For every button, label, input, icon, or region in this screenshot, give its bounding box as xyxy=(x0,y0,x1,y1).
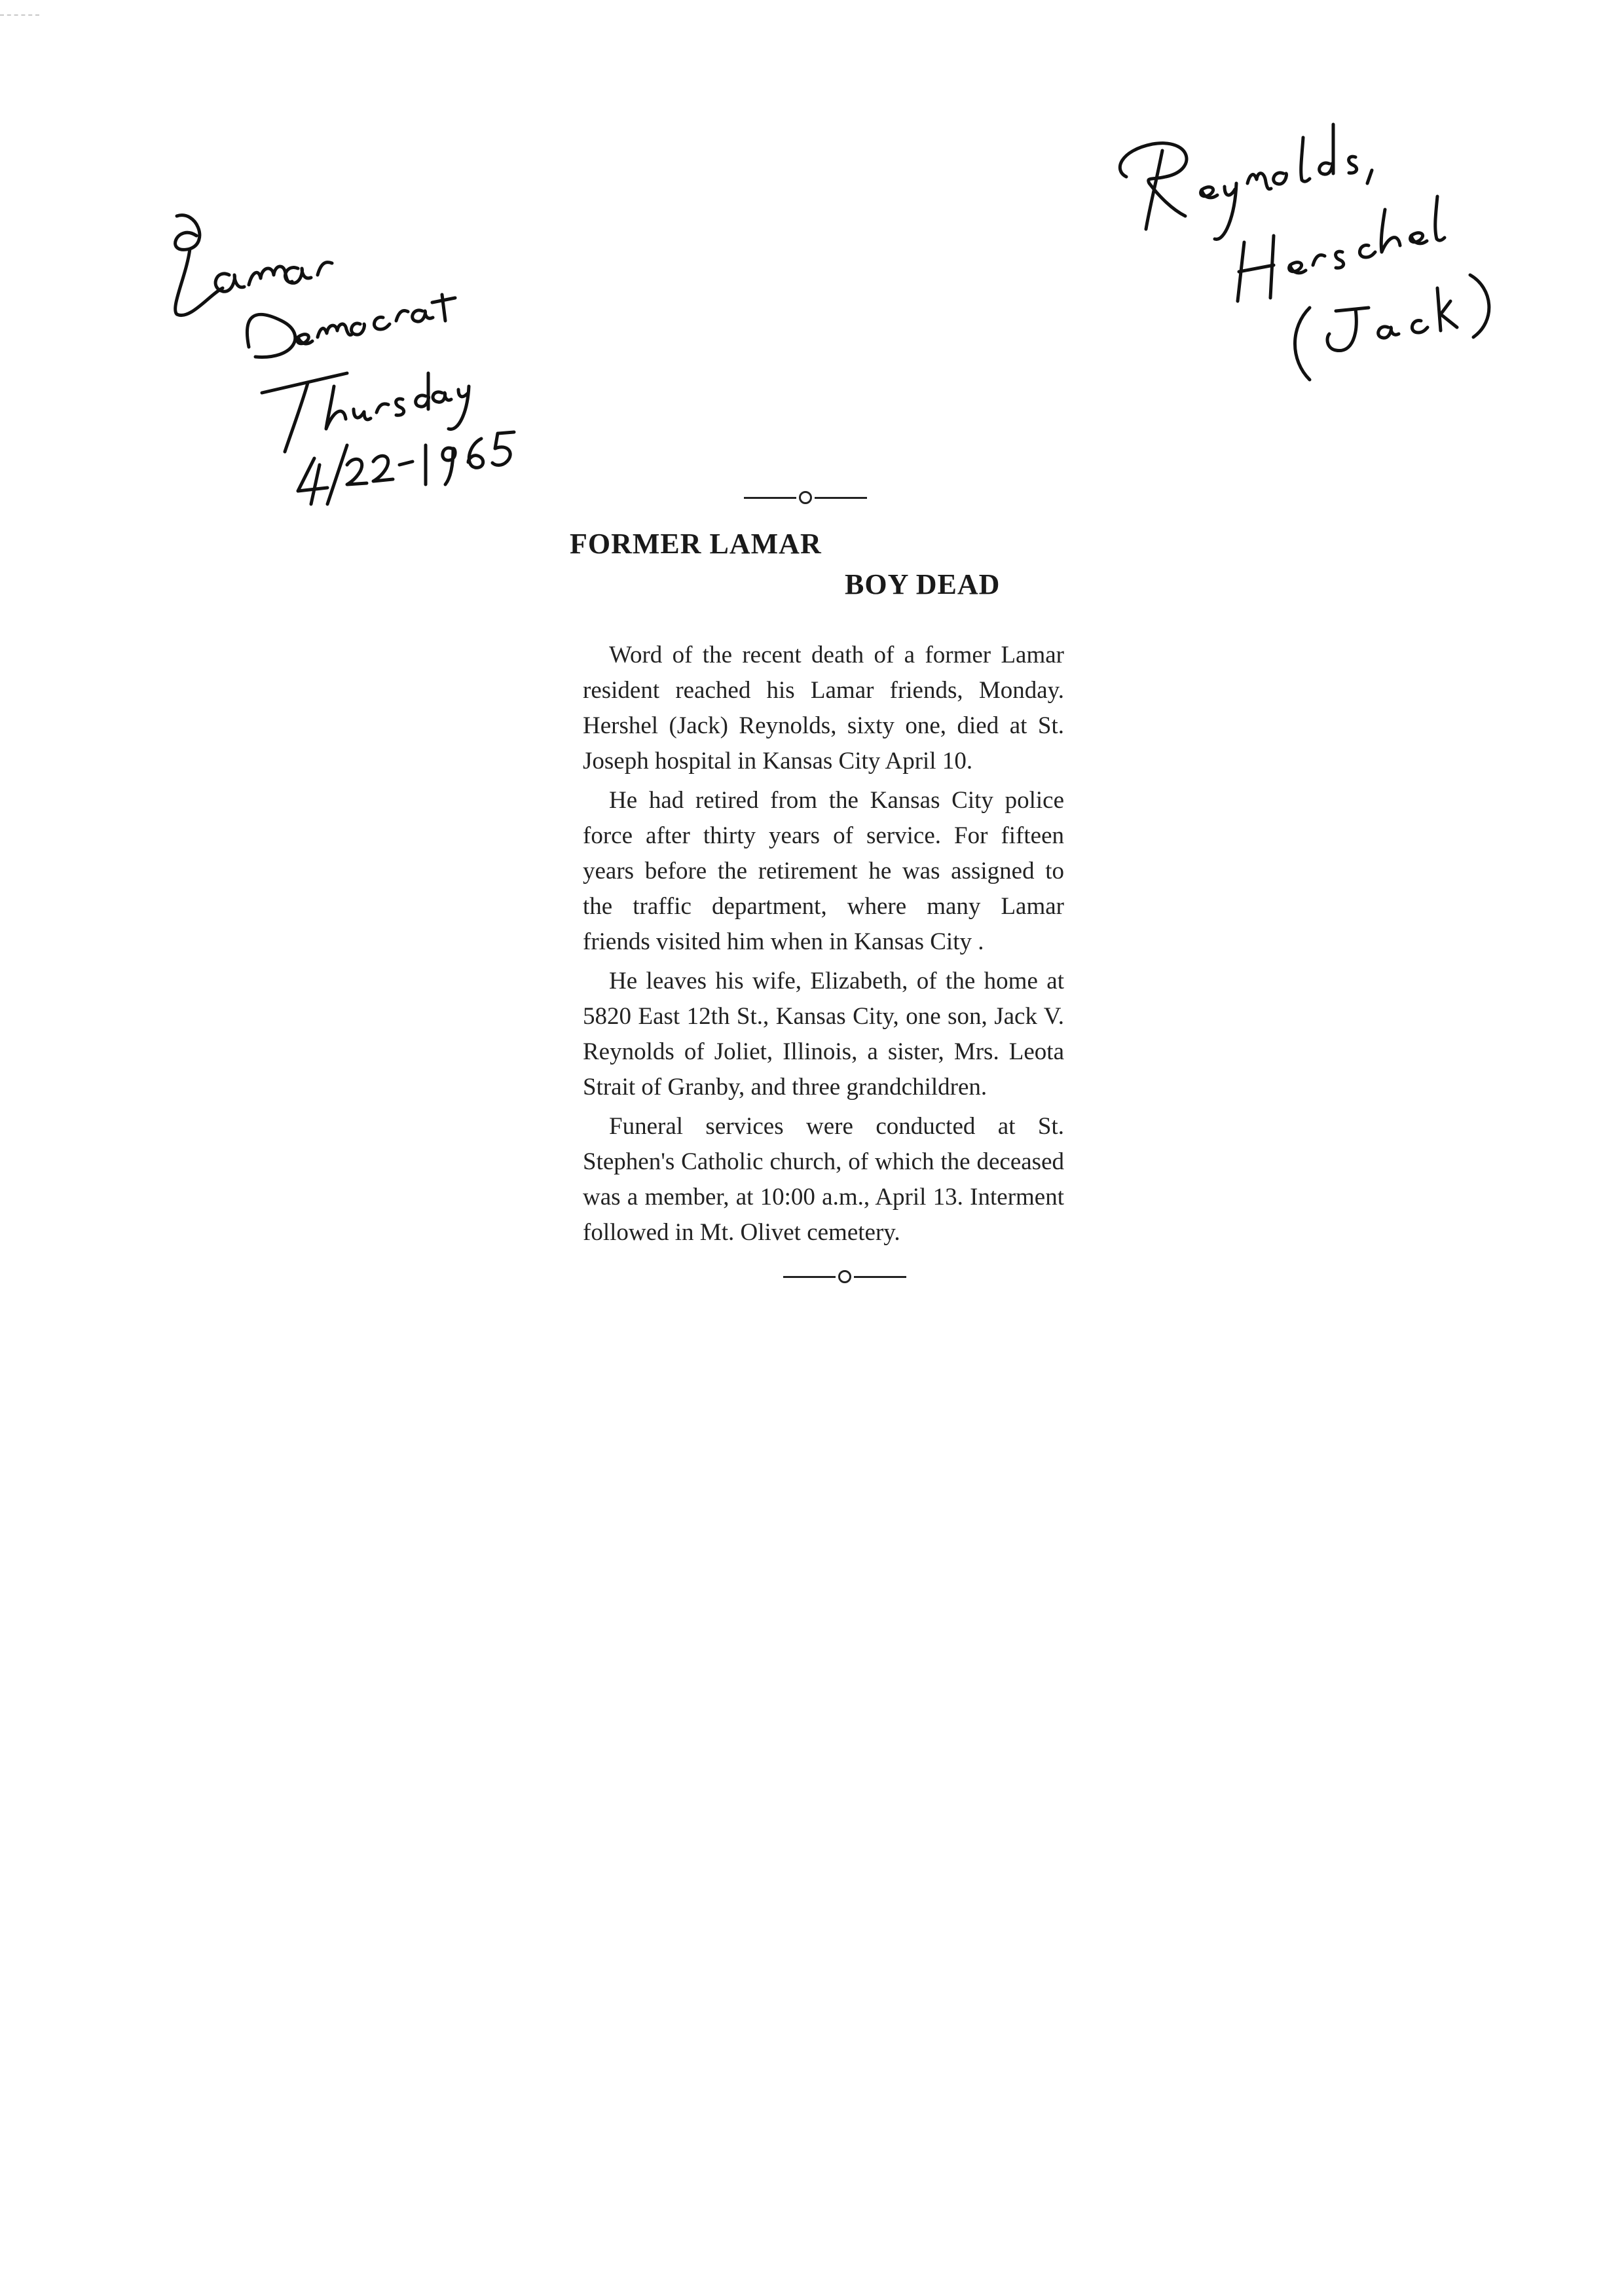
handwritten-source-note xyxy=(151,196,570,511)
scan-corner-mark xyxy=(0,14,39,16)
bottom-divider-ornament xyxy=(773,1264,917,1290)
headline xyxy=(570,524,1080,605)
headline-line-2: BOY DEAD xyxy=(845,568,1001,600)
handwritten-name-note xyxy=(1094,111,1539,399)
headline-line-1: FORMER LAMAR xyxy=(570,528,822,560)
article-paragraph-2: He had retired from the Kansas City police force after thirty years of service. For fifteen years before the retirement he was assigned to the traffic department, where many Lamar friends visited him when in Kansas City . xyxy=(583,787,1064,955)
article-paragraph-3: He leaves his wife, Elizabeth, of the home at 5820 East 12th St., Kansas City, one son, Jack V. Reynolds of Joliet, Illinois, a sister, Mrs. Leota Strait of Granby, and three grandchildren. xyxy=(583,968,1064,1101)
top-divider-ornament xyxy=(733,484,877,511)
article-body xyxy=(583,638,1064,1250)
article-paragraph-1: Word of the recent death of a former Lamar resident reached his Lamar friends, Monday. Hershel (Jack) Reynolds, sixty one, died at St. Joseph hospital in Kansas City April 10. xyxy=(583,642,1064,774)
newspaper-clipping xyxy=(570,484,1080,1290)
article-paragraph-4: Funeral services were conducted at St. Stephen's Catholic church, of which the deceased was a member, at 10:00 a.m., April 13. Interment followed in Mt. Olivet cemetery. xyxy=(583,1113,1064,1246)
